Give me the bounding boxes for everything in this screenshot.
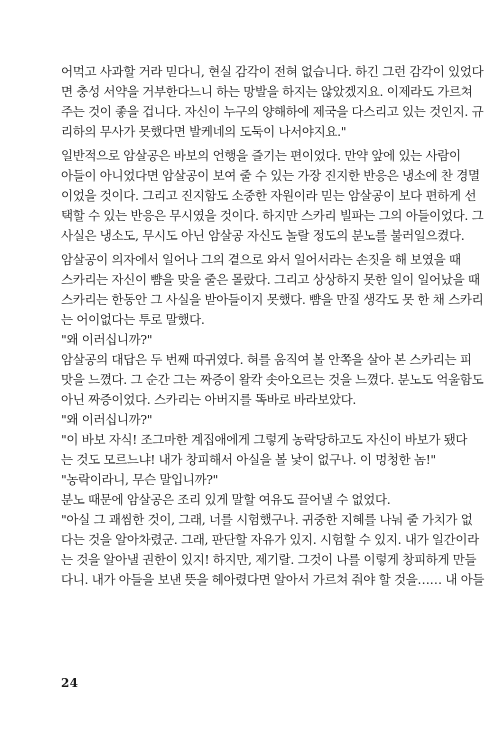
- text-line: 택할 수 있는 반응은 무시였을 것이다. 하지만 스카리 빌파는 그의 아들이었다. 그: [61, 208, 484, 223]
- text-line: 는 어이없다는 투로 말했다.: [61, 312, 205, 327]
- text-line: 분노 때문에 암살공은 조리 있게 말할 여유도 끌어낼 수 없었다.: [61, 492, 391, 507]
- text-line: "아실 그 괘씸한 것이, 그래, 너를 시험했구나. 귀중한 지혜를 나눠 줄 가치가 없: [61, 512, 473, 527]
- text-line: 는 것을 알아낼 권한이 있지! 하지만, 제기랄. 그것이 나를 이렇게 창피하게 만들: [61, 552, 477, 567]
- text-line: 아닌 짜증이었다. 스카리는 아버지를 똑바로 바라보았다.: [61, 392, 357, 407]
- text-line: 는 것도 모르느냐! 내가 창피해서 아실을 볼 낯이 없구나. 이 멍청한 놈!": [61, 452, 436, 467]
- text-line: 아들이 아니었다면 암살공이 보여 줄 수 있는 가장 진지한 반응은 냉소에 찬 경멸: [61, 168, 480, 183]
- text-line: 맛을 느꼈다. 그 순간 그는 짜증이 왈칵 솟아오르는 것을 느꼈다. 분노도 억울함도: [61, 372, 484, 387]
- text-line: 사실은 냉소도, 무시도 아닌 암살공 자신도 놀랄 정도의 분노를 불러일으켰다.: [61, 228, 465, 243]
- text-line: 일반적으로 암살공은 바보의 언행을 즐기는 편이었다. 만약 앞에 있는 사람이: [61, 148, 461, 163]
- text-line: "이 바보 자식! 조그마한 계집애에게 그렇게 농락당하고도 자신이 바보가 됐다: [61, 432, 468, 447]
- text-line: 리하의 무사가 못했다면 발케네의 도둑이 나서야지요.": [61, 124, 347, 139]
- body-text: [61, 62, 485, 590]
- text-line: 다는 것을 알아차렸군. 그래, 판단할 자유가 있지. 시험할 수 있지. 내가 일간이라: [61, 532, 479, 547]
- text-line: 면 충성 서약을 거부한다느니 하는 망발을 하지는 않았겠지요. 이제라도 가르쳐: [61, 84, 473, 99]
- text-line: 어먹고 사과할 거라 믿다니, 현실 감각이 전혀 없습니다. 하긴 그런 감각이 있었다: [61, 64, 484, 79]
- text-line: 다니. 내가 아들을 보낸 뜻을 헤아렸다면 알아서 가르쳐 줘야 할 것을…… 내 아들: [61, 572, 485, 587]
- text-line: "농락이라니, 무슨 말입니까?": [61, 472, 218, 487]
- text-line: 스카리는 자신이 뺨을 맞을 줄은 몰랐다. 그리고 상상하지 못한 일이 일어났을 때: [61, 272, 480, 287]
- text-line: 이었을 것이다. 그리고 진지함도 소중한 자원이라 믿는 암살공이 보다 편하게 선: [61, 188, 477, 203]
- page-number: 24: [61, 676, 79, 690]
- text-line: 주는 것이 좋을 겁니다. 자신이 누구의 양해하에 제국을 다스리고 있는 것인지. 규: [61, 104, 484, 119]
- text-line: 암살공이 의자에서 일어나 그의 곁으로 와서 일어서라는 손짓을 해 보였을 때: [61, 252, 461, 267]
- text-line: "왜 이러십니까?": [61, 332, 153, 347]
- text-line: "왜 이러십니까?": [61, 412, 153, 427]
- text-line: 암살공의 대답은 두 번째 따귀였다. 혀를 움직여 볼 안쪽을 살아 본 스카리는 피: [61, 352, 472, 367]
- text-line: 스카리는 한동안 그 사실을 받아들이지 못했다. 뺨을 만질 생각도 못 한 채 스카리: [61, 292, 484, 307]
